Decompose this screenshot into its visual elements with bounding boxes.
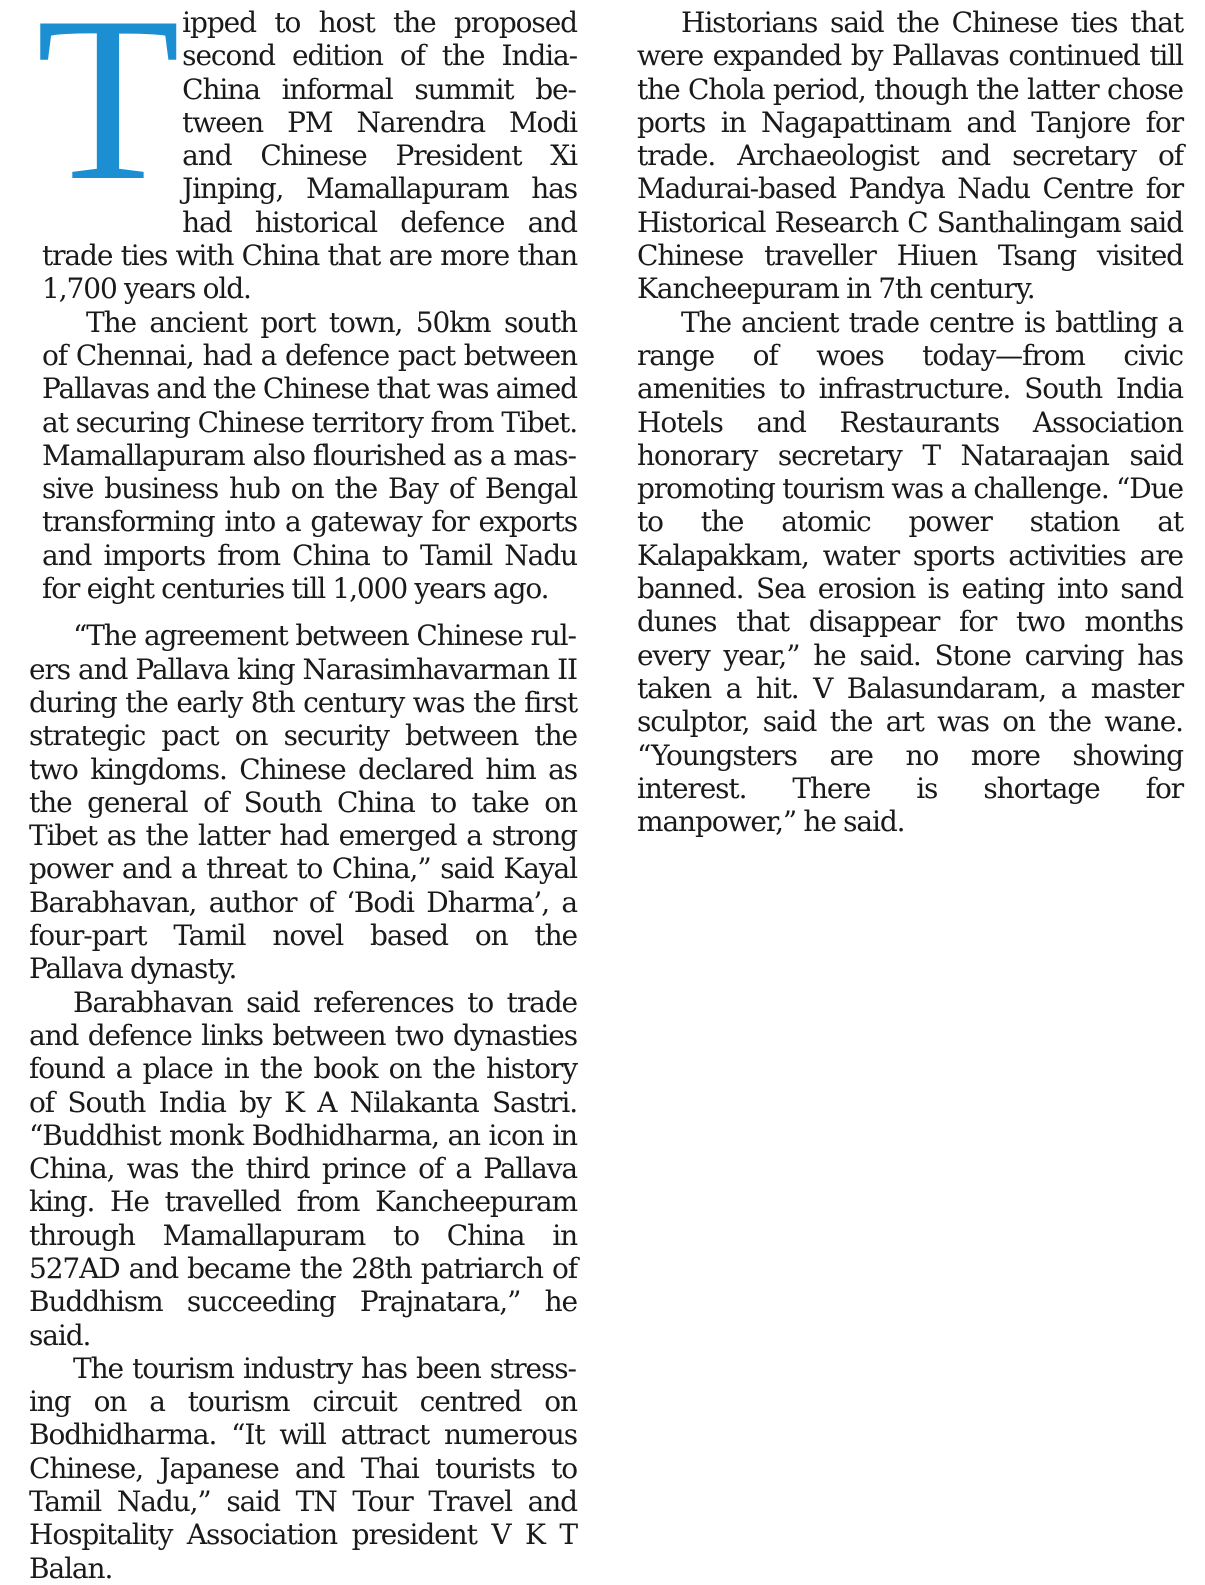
article-paragraph-port-town: The ancient port town, 50km south of Chennai, had a defence pact between Pallavas and the Chinese that was aimed at securing Chinese territory from Tibet. Mamallapuram also flourished as a massive business hub on the Bay of Bengal transforming into a gateway for exports and imports from China to Tamil Nadu for eight centuries till 1,000 years ago. [42,305,577,606]
drop-cap: T [36,0,181,230]
right-column [637,6,1183,838]
article-paragraph-intro [29,0,577,306]
article-paragraph-historians: Historians said the Chinese ties that were expanded by Pallavas continued till the Chola period, though the latter chose ports in Nagapattinam and Tanjore for trade. Archaeologist and secretary of Madurai-based Pandya Nadu Centre for Historical Research C Santhalingam said Chinese traveller Hiuen Tsang visited Kancheepuram in 7th century. [637,6,1183,306]
article-paragraph-agreement-quote: “The agreement between Chinese rulers and Pallava king Narasimhavarman II during the early 8th century was the first strategic pact on security between the two kingdoms. Chinese declared him as the general of South China to take on Tibet as the latter had emerged a strong power and a threat to China,” said Kayal Barabhavan, author of ‘Bodi Dharma’, a four-part Tamil novel based on the Pallava dynasty. [29,619,577,986]
article-paragraph-trade-centre: The ancient trade centre is battling a range of woes today—from civic amenities to infrastructure. South India Hotels and Restaurants Association honorary secretary T Nataraajan said promoting tourism was a challenge. “Due to the atomic power station at Kalapakkam, water sports activities are banned. Sea erosion is eating into sand dunes that disappear for two months every year,” he said. Stone carving has taken a hit. V Balasundaram, a master sculptor, said the art was on the wane. “Youngsters are no more showing interest. There is shortage for manpower,” he said. [637,305,1183,839]
left-column [29,0,577,1585]
intro-text: ipped to host the proposed second edition of the India-China informal summit between PM Narendra Modi and Chinese President Xi Jinping, Mamallapuram has had historical defence and trade ties with China that are more than 1,700 years old. [42,6,577,306]
article-paragraph-barabhavan: Barabhavan said references to trade and defence links between two dynasties found a place in the book on the history of South India by K A Nilakanta Sastri. “Buddhist monk Bodhidharma, an icon in China, was the third prince of a Pallava king. He travelled from Kancheepuram through Mamallapuram to China in 527AD and became the 28th patriarch of Buddhism succeeding Prajnatara,” he said. [29,985,577,1352]
article-paragraph-tourism-industry: The tourism industry has been stressing on a tourism circuit centred on Bodhidharma. “It will attract numerous Chinese, Japanese and Thai tourists to Tamil Nadu,” said TN Tour Travel and Hospitality Association president V K T Balan. [29,1351,577,1585]
